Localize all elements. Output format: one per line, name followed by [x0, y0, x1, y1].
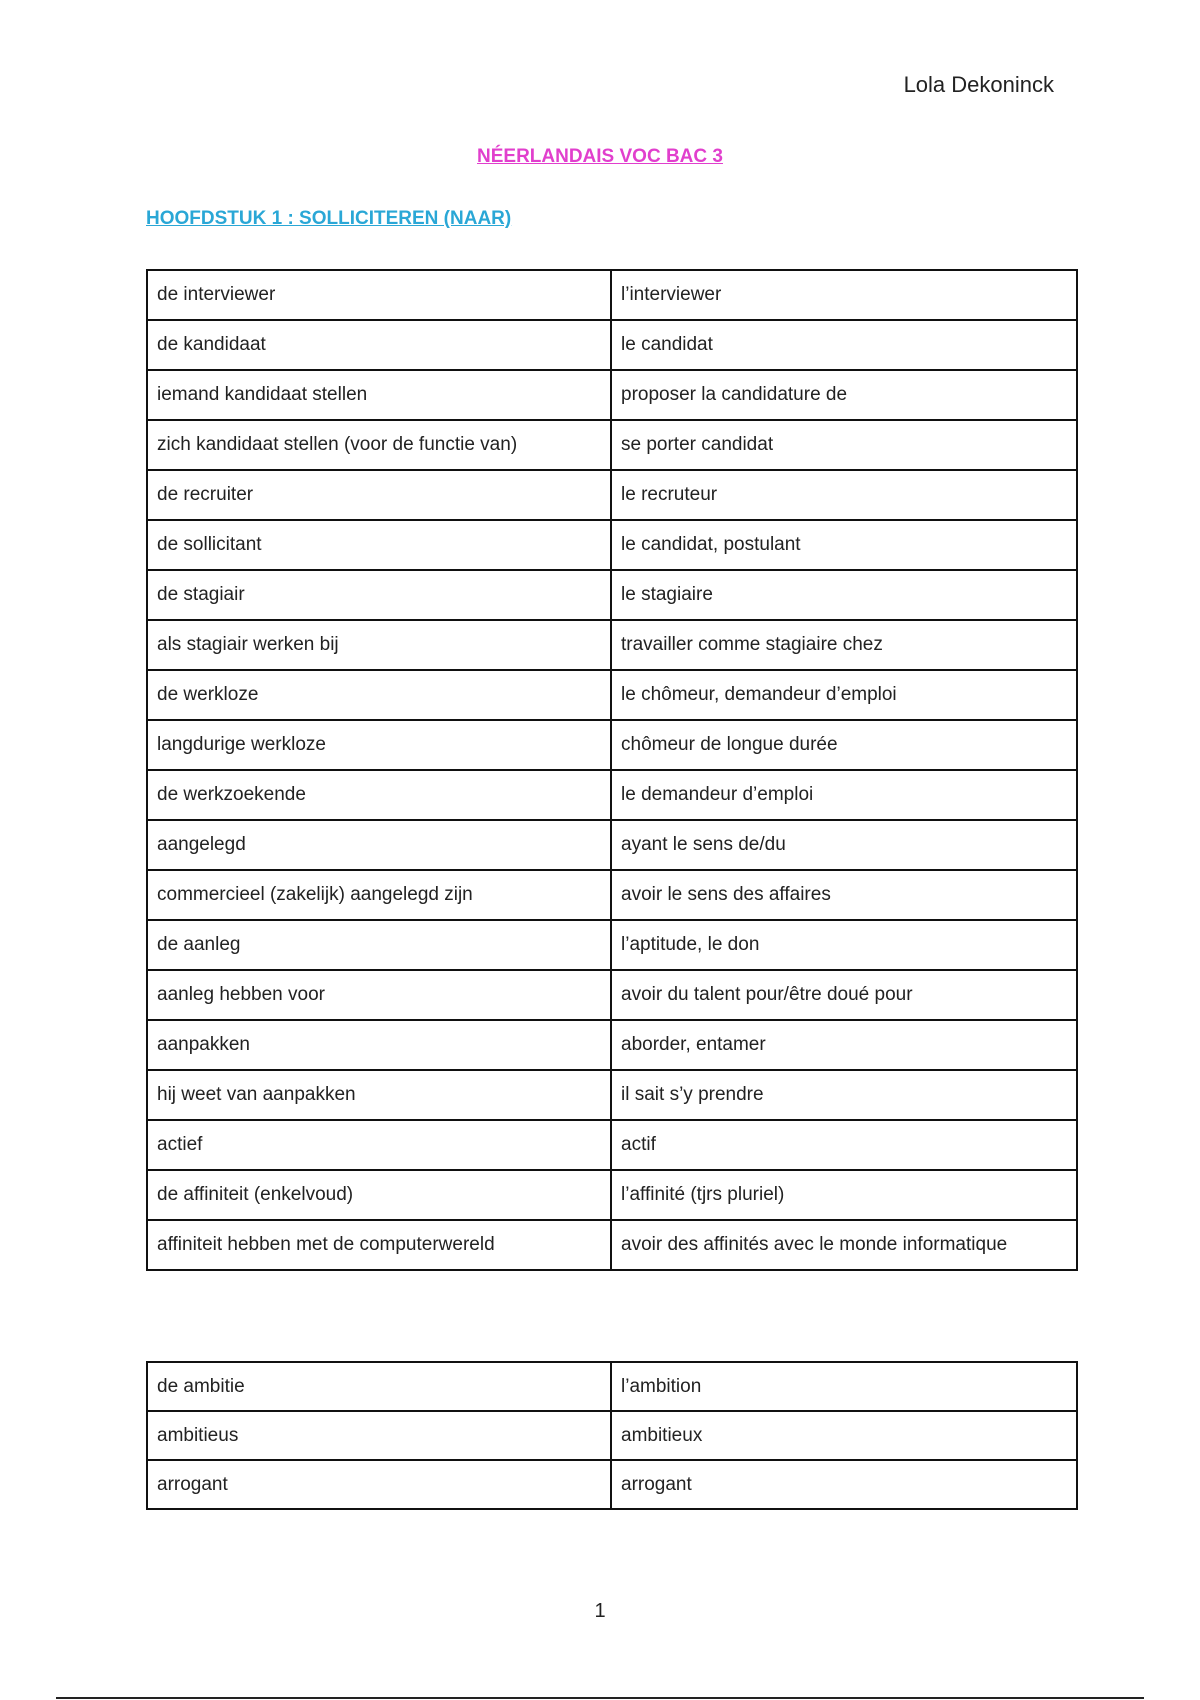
dutch-term: zich kandidaat stellen (voor de functie van)	[147, 420, 611, 470]
vocab-row	[147, 920, 1077, 970]
vocab-row	[147, 570, 1077, 620]
french-translation: chômeur de longue durée	[611, 720, 1077, 770]
vocab-row	[147, 1170, 1077, 1220]
dutch-term: affiniteit hebben met de computerwereld	[147, 1220, 611, 1270]
french-translation: travailler comme stagiaire chez	[611, 620, 1077, 670]
french-translation: l’affinité (tjrs pluriel)	[611, 1170, 1077, 1220]
vocab-row	[147, 1220, 1077, 1270]
vocab-row	[147, 970, 1077, 1020]
french-translation: le candidat, postulant	[611, 520, 1077, 570]
dutch-term: aangelegd	[147, 820, 611, 870]
french-translation: arrogant	[611, 1460, 1077, 1509]
vocab-row	[147, 1070, 1077, 1120]
dutch-term: de sollicitant	[147, 520, 611, 570]
chapter-title: HOOFDSTUK 1 : SOLLICITEREN (NAAR)	[146, 208, 512, 229]
vocab-row	[147, 370, 1077, 420]
dutch-term: als stagiair werken bij	[147, 620, 611, 670]
dutch-term: de aanleg	[147, 920, 611, 970]
vocab-row	[147, 670, 1077, 720]
dutch-term: de interviewer	[147, 270, 611, 320]
vocab-row	[147, 720, 1077, 770]
french-translation: actif	[611, 1120, 1077, 1170]
vocab-row	[147, 1411, 1077, 1460]
french-translation: avoir le sens des affaires	[611, 870, 1077, 920]
vocab-row	[147, 520, 1077, 570]
vocab-row	[147, 620, 1077, 670]
french-translation: l’aptitude, le don	[611, 920, 1077, 970]
vocab-row	[147, 770, 1077, 820]
french-translation: ambitieux	[611, 1411, 1077, 1460]
vocab-row	[147, 1362, 1077, 1411]
dutch-term: aanleg hebben voor	[147, 970, 611, 1020]
vocab-table-chapter-1	[146, 269, 1078, 1271]
dutch-term: de kandidaat	[147, 320, 611, 370]
dutch-term: ambitieus	[147, 1411, 611, 1460]
french-translation: le candidat	[611, 320, 1077, 370]
vocab-table-body	[147, 270, 1077, 1270]
vocab-row	[147, 820, 1077, 870]
vocab-row	[147, 870, 1077, 920]
vocab-row	[147, 320, 1077, 370]
french-translation: le demandeur d’emploi	[611, 770, 1077, 820]
french-translation: aborder, entamer	[611, 1020, 1077, 1070]
dutch-term: de werkloze	[147, 670, 611, 720]
dutch-term: commercieel (zakelijk) aangelegd zijn	[147, 870, 611, 920]
dutch-term: de stagiair	[147, 570, 611, 620]
french-translation: avoir du talent pour/être doué pour	[611, 970, 1077, 1020]
vocab-table-continued	[146, 1361, 1078, 1510]
dutch-term: de ambitie	[147, 1362, 611, 1411]
dutch-term: langdurige werkloze	[147, 720, 611, 770]
french-translation: proposer la candidature de	[611, 370, 1077, 420]
dutch-term: arrogant	[147, 1460, 611, 1509]
french-translation: avoir des affinités avec le monde informatique	[611, 1220, 1077, 1270]
french-translation: se porter candidat	[611, 420, 1077, 470]
french-translation: le chômeur, demandeur d’emploi	[611, 670, 1077, 720]
french-translation: ayant le sens de/du	[611, 820, 1077, 870]
vocab-row	[147, 1020, 1077, 1070]
dutch-term: aanpakken	[147, 1020, 611, 1070]
dutch-term: hij weet van aanpakken	[147, 1070, 611, 1120]
vocab-row	[147, 470, 1077, 520]
dutch-term: de werkzoekende	[147, 770, 611, 820]
vocab-row	[147, 420, 1077, 470]
french-translation: il sait s’y prendre	[611, 1070, 1077, 1120]
dutch-term: de affiniteit (enkelvoud)	[147, 1170, 611, 1220]
french-translation: le recruteur	[611, 470, 1077, 520]
dutch-term: de recruiter	[147, 470, 611, 520]
french-translation: l’ambition	[611, 1362, 1077, 1411]
vocab-row	[147, 270, 1077, 320]
french-translation: le stagiaire	[611, 570, 1077, 620]
vocab-row	[147, 1120, 1077, 1170]
page-bottom-divider	[56, 1697, 1144, 1699]
dutch-term: actief	[147, 1120, 611, 1170]
document-title: NÉERLANDAIS VOC BAC 3	[477, 146, 723, 167]
vocab-row	[147, 1460, 1077, 1509]
dutch-term: iemand kandidaat stellen	[147, 370, 611, 420]
author-name: Lola Dekoninck	[903, 72, 1054, 97]
french-translation: l’interviewer	[611, 270, 1077, 320]
vocab-table-body	[147, 1362, 1077, 1509]
page-number: 1	[594, 1600, 606, 1622]
